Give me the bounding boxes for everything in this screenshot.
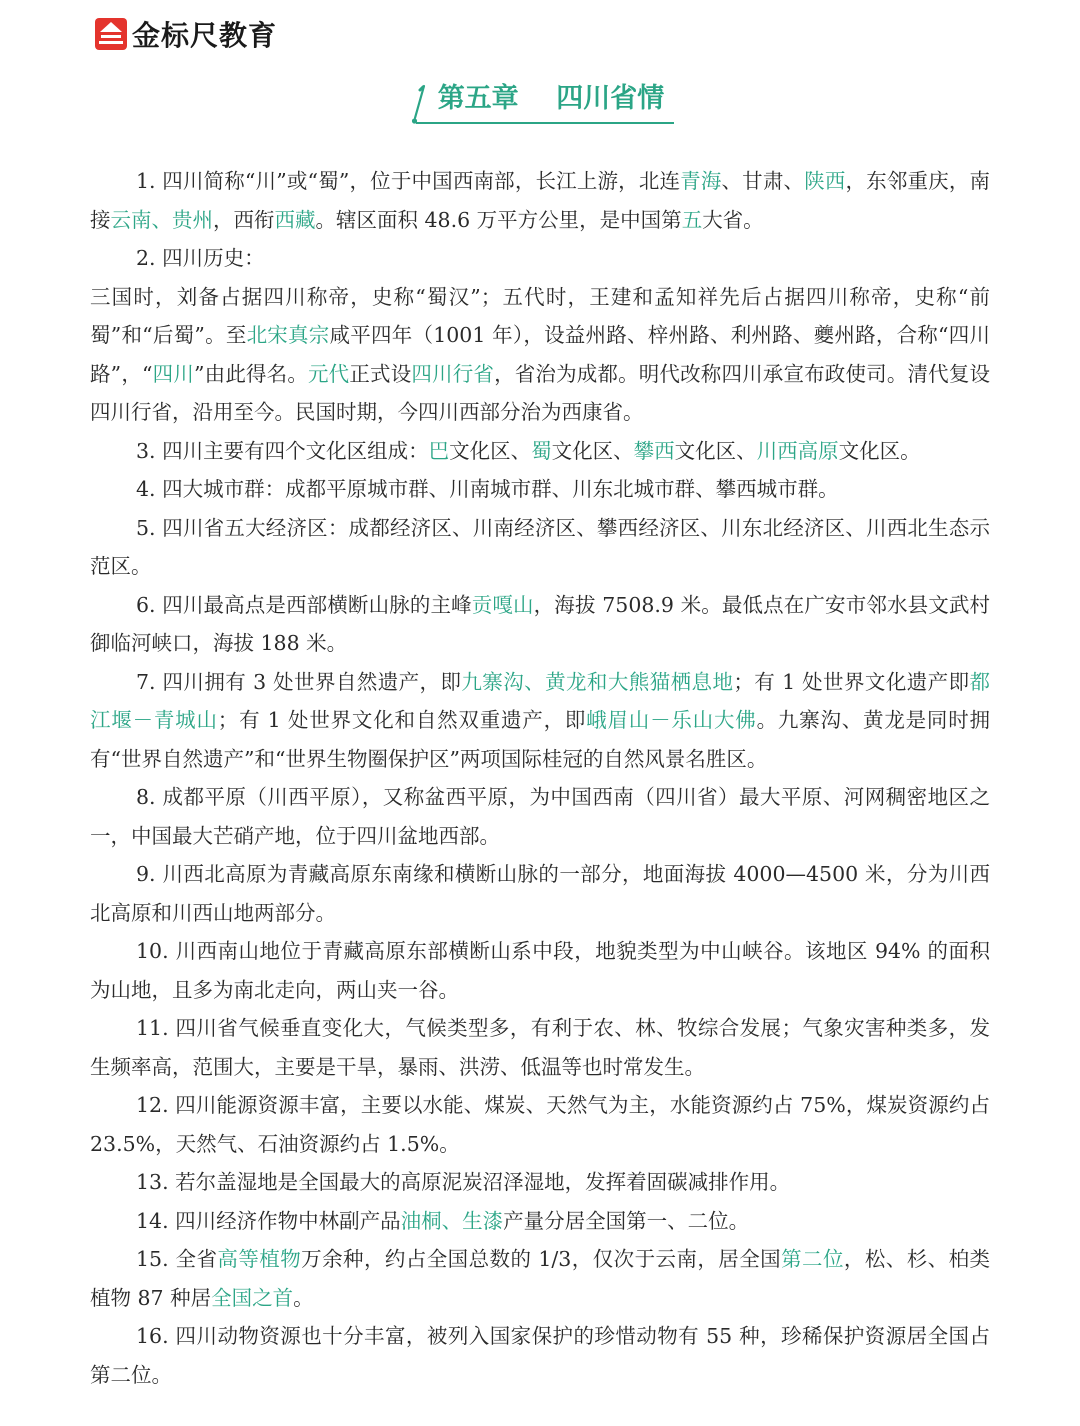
body-text: 1. 四川简称“川”或“蜀”，位于中国西南部，长江上游，北连 [136, 169, 681, 193]
highlight-text: 都江堰－青城山 [90, 669, 991, 732]
body-text: 4. 四大城市群：成都平原城市群、川南城市群、川东北城市群、攀西城市群。 [136, 477, 839, 501]
highlight-text: 陕西 [804, 169, 846, 193]
body-text: ；有 1 处世界文化和自然双重遗产，即 [217, 708, 587, 732]
highlight-text: 第二位 [781, 1247, 844, 1271]
body-text: ；有 1 处世界文化遗产即 [733, 669, 970, 694]
highlight-text: 北宋真宗 [246, 323, 330, 347]
title-underline [416, 122, 675, 124]
paragraph [90, 586, 990, 663]
highlight-text: 元代 [308, 361, 350, 386]
paragraph [90, 470, 990, 509]
body-text: 6. 四川最高点是西部横断山脉的主峰 [136, 592, 472, 617]
body-text: 14. 四川经济作物中林副产品 [136, 1208, 401, 1233]
body-text: 。九寨沟、黄龙是同时拥有“世界自然遗产”和“世界生物圈保护区”两项国际桂冠的自然风景名胜区。 [90, 708, 991, 771]
body-text: 5. 四川省五大经济区：成都经济区、川南经济区、攀西经济区、川东北经济区、川西北生态示范区。 [90, 515, 990, 578]
highlight-text: 蜀 [531, 438, 552, 463]
paragraph [90, 932, 990, 1009]
paragraph [90, 1009, 990, 1086]
logo-text: 金标尺教育 [132, 19, 278, 52]
body-text: 三国时，刘备占据四川称帝，史称“蜀汉”；五代时，王建和孟知祥先后占据四川称帝，史称“前蜀”和“后蜀”。至 [90, 284, 990, 347]
document-body [90, 162, 990, 1394]
paragraph [90, 1086, 990, 1163]
highlight-text: 青海 [680, 169, 722, 193]
highlight-text: 五 [681, 207, 703, 232]
body-text: 正式设 [349, 361, 412, 386]
body-text: ，省治为成都。明代改称四川承宣布政使司。清代复设四川行省，沿用至今。民国时期，今四川西部分治为西康省。 [90, 361, 991, 424]
highlight-text: 四川 [152, 361, 194, 386]
body-text: ，松、杉、柏类植物 87 种居 [90, 1247, 990, 1310]
body-text: 2. 四川历史： [136, 246, 265, 270]
body-text: 。 [293, 1285, 314, 1310]
highlight-text: 四川行省 [411, 361, 495, 386]
body-text: 大省。 [702, 207, 764, 232]
highlight-text: 高等植物 [217, 1247, 302, 1271]
body-text: 。辖区面积 48.6 万平方公里，是中国第 [315, 207, 682, 232]
chapter-header [0, 78, 1080, 124]
body-text: 文化区、 [674, 438, 757, 463]
paragraph [90, 1202, 990, 1241]
body-text: 3. 四川主要有四个文化区组成： [136, 438, 429, 463]
body-text: 文化区。 [838, 438, 921, 463]
paragraph [90, 855, 990, 932]
highlight-text: 川西高原 [756, 438, 839, 463]
highlight-text: 攀西 [633, 438, 675, 463]
highlight-text: 贡嘎山 [471, 592, 534, 617]
body-text: 16. 四川动物资源也十分丰富，被列入国家保护的珍惜动物有 55 种，珍稀保护资源居全国占第二位。 [90, 1324, 990, 1387]
body-text: 10. 川西南山地位于青藏高原东部横断山系中段，地貌类型为中山峡谷。该地区 94% 的面积为山地，且多为南北走向，两山夹一谷。 [90, 939, 990, 1002]
paragraph [90, 663, 990, 779]
highlight-text: 油桐、生漆 [400, 1208, 504, 1233]
paragraph [90, 1317, 990, 1394]
chapter-title: 第五章 四川省情 [437, 83, 665, 114]
highlight-text: 峨眉山－乐山大佛 [586, 708, 757, 732]
highlight-text: 全国之首 [211, 1285, 294, 1310]
paragraph [90, 509, 990, 586]
body-text: 11. 四川省气候垂直变化大，气候类型多，有利于农、林、牧综合发展；气象灾害种类多，发生频率高，范围大，主要是干旱，暴雨、洪涝、低温等也时常发生。 [90, 1016, 990, 1079]
body-text: 、甘肃、 [721, 169, 805, 193]
paragraph [90, 162, 990, 239]
paragraph [90, 278, 990, 432]
body-text: ，海拔 7508.9 米。最低点在广安市邻水县文武村御临河峡口，海拔 188 米。 [90, 592, 991, 655]
body-text: 8. 成都平原（川西平原），又称盆西平原，为中国西南（四川省）最大平原、河网稠密地区之一，中国最大芒硝产地，位于四川盆地西部。 [90, 785, 990, 848]
body-text: 产量分居全国第一、二位。 [503, 1208, 750, 1233]
paragraph [90, 1163, 990, 1202]
brand-logo [94, 16, 277, 52]
body-text: 12. 四川能源资源丰富，主要以水能、煤炭、天然气为主，水能资源约占 75%，煤炭资源约占 23.5%，天然气、石油资源约占 1.5%。 [90, 1093, 990, 1156]
body-text: ，西衔 [213, 207, 275, 232]
logo-icon [94, 17, 128, 51]
body-text: 13. 若尔盖湿地是全国最大的高原泥炭沼泽湿地，发挥着固碳减排作用。 [136, 1170, 791, 1194]
body-text: 万余种，约占全国总数的 1/3，仅次于云南，居全国 [301, 1247, 782, 1271]
body-text: 15. 全省 [136, 1247, 218, 1271]
body-text: ”由此得名。 [194, 361, 309, 386]
paragraph [90, 239, 990, 278]
highlight-text: 西藏 [274, 207, 316, 232]
highlight-text: 云南、贵州 [110, 207, 213, 232]
pen-icon [406, 84, 430, 126]
body-text: ，东邻重庆，南接 [90, 169, 991, 232]
highlight-text: 巴 [428, 438, 450, 463]
body-text: 文化区、 [551, 438, 634, 463]
body-text: 咸平四年（1001 年），设益州路、梓州路、利州路、夔州路，合称“四川路”，“ [90, 323, 990, 386]
body-text: 文化区、 [449, 438, 532, 463]
body-text: 7. 四川拥有 3 处世界自然遗产，即 [136, 669, 462, 694]
body-text: 9. 川西北高原为青藏高原东南缘和横断山脉的一部分，地面海拔 4000—4500 米，分为川西北高原和川西山地两部分。 [90, 862, 990, 925]
paragraph [90, 778, 990, 855]
paragraph [90, 432, 990, 471]
highlight-text: 九寨沟、黄龙和大熊猫栖息地 [461, 669, 734, 694]
paragraph [90, 1240, 990, 1317]
